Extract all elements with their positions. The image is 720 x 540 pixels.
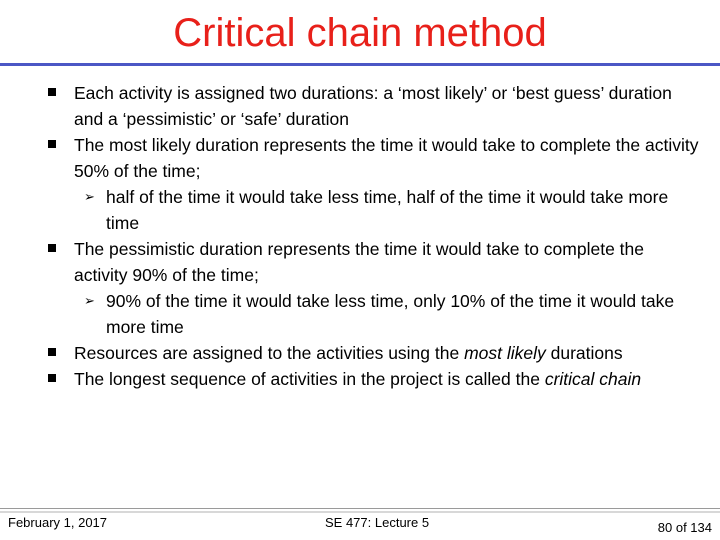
- footer-date: February 1, 2017: [8, 515, 108, 530]
- bullet-item: [0, 132, 720, 184]
- square-bullet-icon: [48, 236, 56, 262]
- footer-divider: [0, 508, 720, 509]
- bullet-text: half of the time it would take less time, half of the time it would take more time: [106, 187, 669, 233]
- bullet-text: The most likely duration represents the time it would take to complete the activity 50% of the time;: [74, 135, 699, 181]
- square-bullet-icon: [48, 132, 56, 158]
- square-bullet-icon: [48, 366, 56, 392]
- footer-course: SE 477: Lecture 5: [325, 515, 430, 530]
- sub-bullet-item: [0, 184, 720, 236]
- bullet-text: critical chain: [544, 369, 642, 389]
- bullet-text: The pessimistic duration represents the time it would take to complete the activity 90% of the time;: [74, 239, 644, 285]
- bullet-text: 90% of the time it would take less time, only 10% of the time it would take more time: [106, 291, 675, 337]
- sub-bullet-item: [0, 288, 720, 340]
- bullet-item: [0, 236, 720, 288]
- arrow-bullet-icon: ➢: [84, 189, 95, 204]
- footer-divider-shadow: [0, 511, 720, 513]
- bullet-text: Each activity is assigned two durations: a ‘most likely’ or ‘best guess’ duration and a ‘pessimistic’ or ‘safe’ duration: [74, 83, 672, 129]
- square-bullet-icon: [48, 80, 56, 106]
- bullet-text: Resources are assigned to the activities using the: [74, 343, 465, 363]
- bullet-text: most likely: [464, 343, 546, 363]
- bullet-text: durations: [545, 343, 623, 363]
- footer-page-number: 80 of 134: [657, 520, 712, 535]
- square-bullet-icon: [48, 340, 56, 366]
- bullet-item: [0, 80, 720, 132]
- title-underline: [0, 63, 720, 66]
- bullet-text: The longest sequence of activities in the project is called the: [74, 369, 545, 389]
- slide-title: Critical chain method: [173, 11, 547, 55]
- bullet-list: [0, 80, 720, 392]
- bullet-item: [0, 366, 720, 392]
- bullet-item: [0, 340, 720, 366]
- arrow-bullet-icon: ➢: [84, 293, 95, 308]
